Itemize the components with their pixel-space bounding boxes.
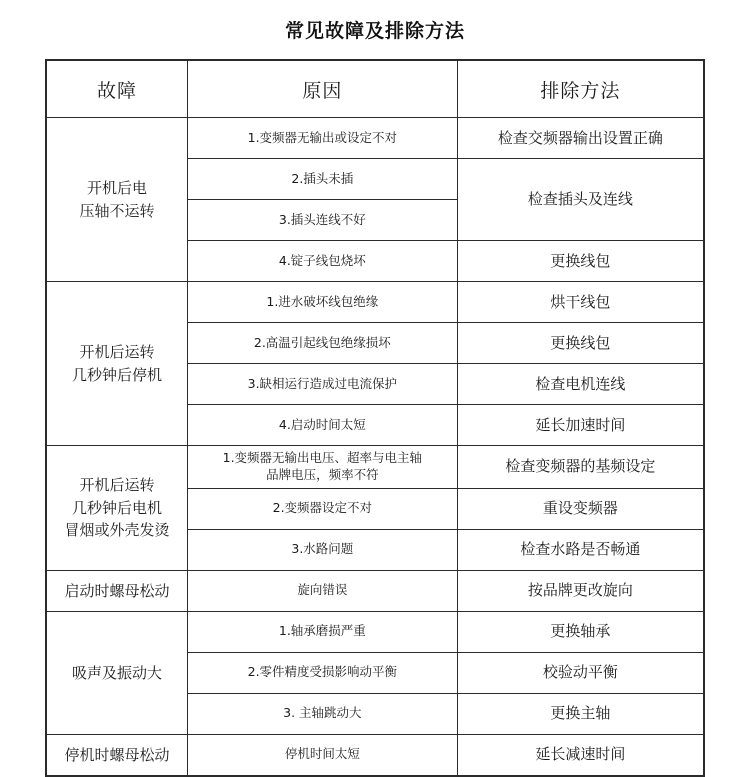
table-row	[46, 446, 704, 489]
fault-cell: 启动时螺母松动	[46, 570, 187, 611]
fix-cell: 更换线包	[457, 241, 704, 282]
table-header	[46, 60, 704, 118]
cause-cell: 3.插头连线不好	[187, 200, 457, 241]
table-row	[46, 282, 704, 323]
fault-table	[45, 59, 705, 777]
fix-cell: 延长加速时间	[457, 405, 704, 446]
table-row	[46, 611, 704, 652]
fault-cell: 开机后运转 几秒钟后停机	[46, 282, 187, 446]
fault-cell: 开机后电 压轴不运转	[46, 118, 187, 282]
fix-cell: 更换主轴	[457, 693, 704, 734]
fix-cell: 检查水路是否畅通	[457, 529, 704, 570]
cause-cell: 3. 主轴跳动大	[187, 693, 457, 734]
fault-cell: 吸声及振动大	[46, 611, 187, 734]
fault-cell: 开机后运转 几秒钟后电机 冒烟或外壳发烫	[46, 446, 187, 571]
cause-cell: 1.进水破坏线包绝缘	[187, 282, 457, 323]
cause-cell: 2.高温引起线包绝缘损坏	[187, 323, 457, 364]
header-fix: 排除方法	[457, 60, 704, 118]
cause-cell: 4.锭子线包烧坏	[187, 241, 457, 282]
cause-cell: 1.变频器无输出或设定不对	[187, 118, 457, 159]
fix-cell: 更换轴承	[457, 611, 704, 652]
header-fault: 故障	[46, 60, 187, 118]
cause-cell: 1.轴承磨损严重	[187, 611, 457, 652]
page-title: 常见故障及排除方法	[284, 20, 465, 42]
table-row	[46, 734, 704, 776]
table-body	[46, 118, 704, 776]
cause-cell: 2.插头未插	[187, 159, 457, 200]
cause-cell: 停机时间太短	[187, 734, 457, 776]
cause-cell: 1.变频器无输出电压、超率与电主轴 品牌电压，频率不符	[187, 446, 457, 489]
table-row	[46, 570, 704, 611]
fix-cell: 检查交频器输出设置正确	[457, 118, 704, 159]
fix-cell: 检查电机连线	[457, 364, 704, 405]
fix-cell: 按品牌更改旋向	[457, 570, 704, 611]
cause-cell: 3.水路问题	[187, 529, 457, 570]
fix-cell: 检查插头及连线	[457, 159, 704, 241]
fix-cell: 更换线包	[457, 323, 704, 364]
fix-cell: 延长减速时间	[457, 734, 704, 776]
table-row	[46, 118, 704, 159]
fix-cell: 检查变频器的基频设定	[457, 446, 704, 489]
cause-cell: 3.缺相运行造成过电流保护	[187, 364, 457, 405]
cause-cell: 2.零件精度受损影响动平衡	[187, 652, 457, 693]
fix-cell: 校验动平衡	[457, 652, 704, 693]
fault-cell: 停机时螺母松动	[46, 734, 187, 776]
header-cause: 原因	[187, 60, 457, 118]
table-header-row	[46, 60, 704, 118]
fix-cell: 烘干线包	[457, 282, 704, 323]
fix-cell: 重设变频器	[457, 488, 704, 529]
fault-table-container	[45, 59, 705, 777]
cause-cell: 2.变频器设定不对	[187, 488, 457, 529]
cause-cell: 4.启动时间太短	[187, 405, 457, 446]
cause-cell: 旋向错误	[187, 570, 457, 611]
